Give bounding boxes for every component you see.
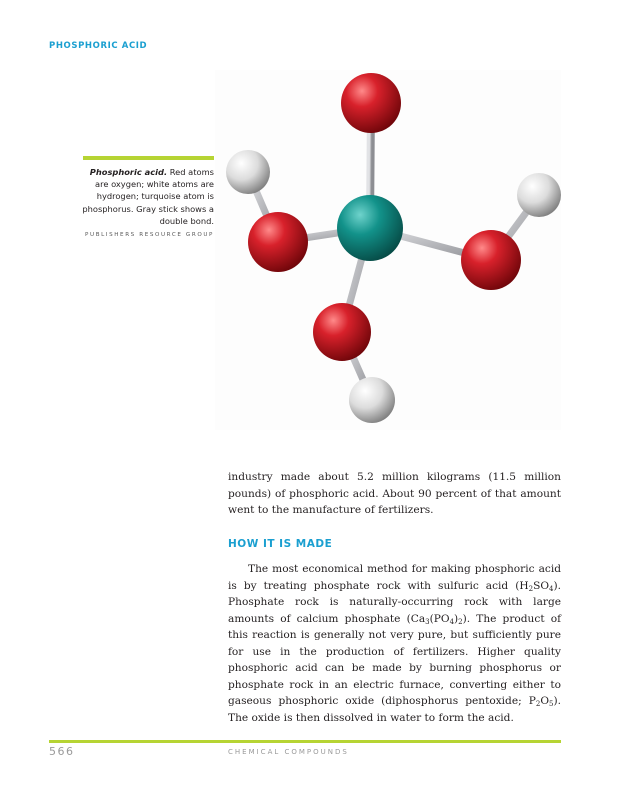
caption-text: Red atoms are oxygen; white atoms are hydrogen; turquoise atom is phosphorus. Gray stick shows a double bond. — [82, 167, 214, 226]
phosphorus-atom — [337, 195, 403, 261]
caption-title: Phosphoric acid. — [89, 167, 168, 177]
oxygen-atom — [248, 212, 308, 272]
hydrogen-atom — [349, 377, 395, 423]
phosphoric-acid-molecule — [215, 70, 561, 430]
book-title: CHEMICAL COMPOUNDS — [228, 748, 349, 756]
page-number: 566 — [49, 745, 75, 758]
oxygen-atom — [313, 303, 371, 361]
hydrogen-atom — [517, 173, 561, 217]
caption-rule — [83, 156, 214, 160]
photo-credit: PUBLISHERS RESOURCE GROUP — [85, 232, 214, 239]
hydrogen-atom — [226, 150, 270, 194]
molecule-figure — [215, 70, 561, 430]
oxygen-atom — [461, 230, 521, 290]
footer-rule — [49, 740, 561, 743]
oxygen-atom — [341, 73, 401, 133]
figure-caption — [80, 166, 214, 241]
section-heading: HOW IT IS MADE — [228, 538, 333, 550]
body-paragraph: industry made about 5.2 million kilograms (11.5 million pounds) of phosphoric acid. About 90 percent of that amount went to the manufacture of fertilizers. — [228, 471, 561, 516]
running-head: PHOSPHORIC ACID — [49, 41, 148, 51]
body-paragraph: The most economical method for making phosphoric acid is by treating phosphate rock with sulfuric acid $(H_2SO_4)$. Phosphate rock is naturally-occurring rock with large amounts of calcium phosphate $(Ca_3(PO_4)_2)$. The product of this reaction is generally not very pure, but sufficiently pure for use in the production of fertilizers. Higher quality phosphoric acid can be made by burning phosphorus or phosphate rock in an electric furnace, converting either to gaseous phosphoric oxide (diphosphorus pentoxide; $P_2O_5$). The oxide is then dissolved in water to form the acid. — [228, 563, 561, 724]
